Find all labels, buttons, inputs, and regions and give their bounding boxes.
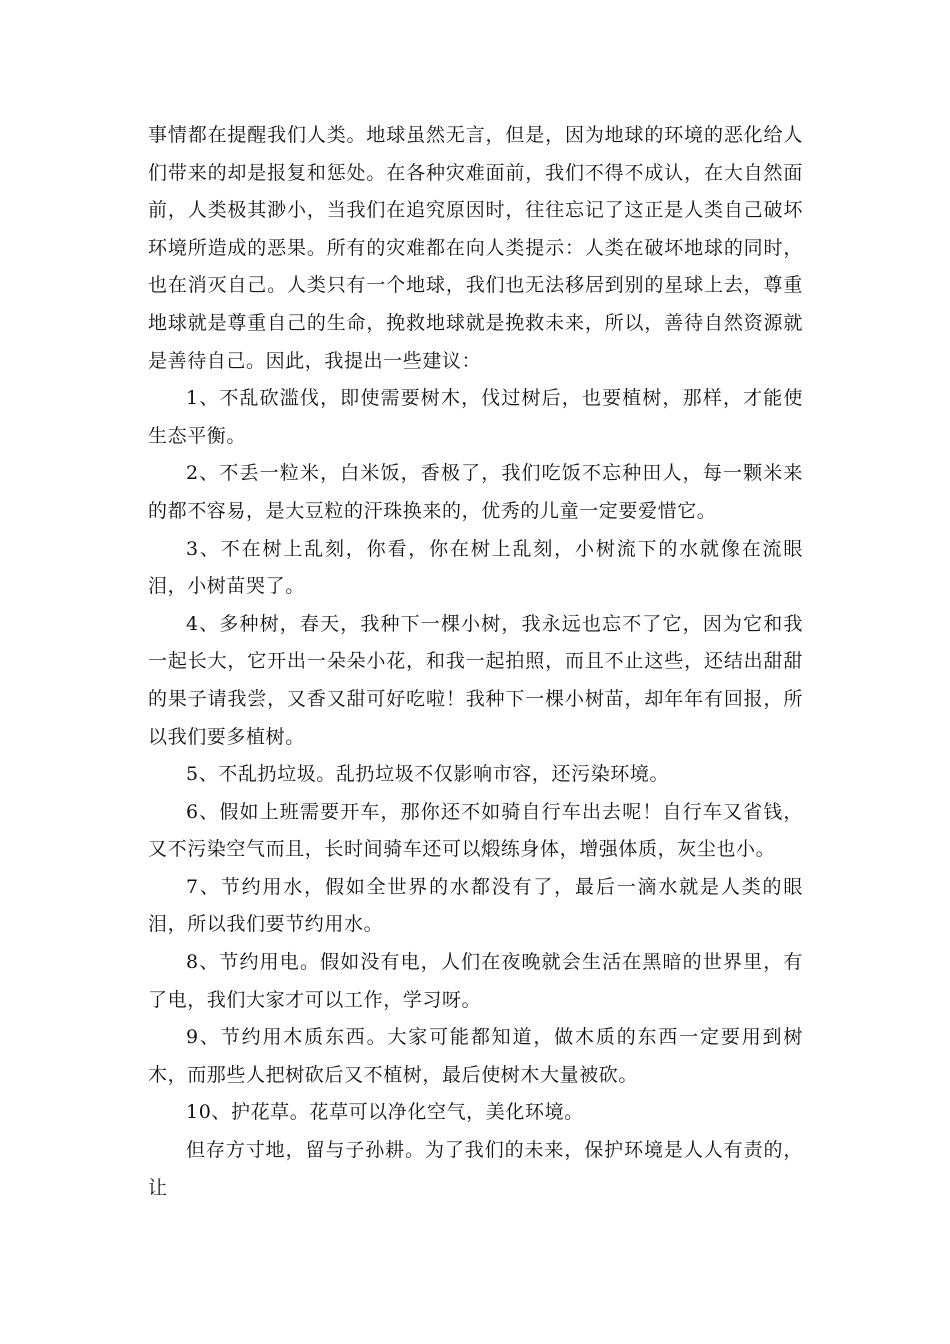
document-body xyxy=(148,117,803,1207)
suggestion-1: 1、不乱砍滥伐，即使需要树木，伐过树后，也要植树，那样，才能使生态平衡。 xyxy=(148,387,803,447)
suggestion-5: 5、不乱扔垃圾。乱扔垃圾不仅影响市容，还污染环境。 xyxy=(186,763,670,786)
suggestion-9: 9、节约用木质东西。大家可能都知道，做木质的东西一定要用到树木，而那些人把树砍后又不植树，最后使树木大量被砍。 xyxy=(148,1026,803,1086)
suggestion-4: 4、多种树，春天，我种下一棵小树，我永远也忘不了它，因为它和我一起长大，它开出一朵朵小花，和我一起拍照，而且不止这些，还结出甜甜的果子请我尝，又香又甜可好吃啦！我种下一棵小树苗，却年年有回报，所以我们要多植树。 xyxy=(148,612,803,748)
suggestion-10: 10、护花草。花草可以净化空气，美化环境。 xyxy=(186,1101,584,1124)
suggestion-3: 3、不在树上乱刻，你看，你在树上乱刻，小树流下的水就像在流眼泪，小树苗哭了。 xyxy=(148,537,803,598)
paragraph-closing: 但存方寸地，留与子孙耕。为了我们的未来，保护环境是人人有责的，让 xyxy=(148,1139,803,1199)
suggestion-7: 7、节约用水，假如全世界的水都没有了，最后一滴水就是人类的眼泪，所以我们要节约用水。 xyxy=(148,875,803,936)
suggestion-6: 6、假如上班需要开车，那你还不如骑自行车出去呢！自行车又省钱，又不污染空气而且，长时间骑车还可以煅练身体，增强体质，灰尘也小。 xyxy=(148,800,803,861)
paragraph-intro: 事情都在提醒我们人类。地球虽然无言，但是，因为地球的环境的恶化给人们带来的却是报复和惩处。在各种灾难面前，我们不得不成认，在大自然面前，人类极其渺小，当我们在追究原因时，往往忘记了这正是人类自己破坏环境所造成的恶果。所有的灾难都在向人类提示：人类在破坏地球的同时，也在消灭自己。人类只有一个地球，我们也无法移居到别的星球上去，尊重地球就是尊重自己的生命，挽救地球就是挽救未来，所以，善待自然资源就是善待自己。因此，我提出一些建议： xyxy=(148,124,803,372)
suggestion-8: 8、节约用电。假如没有电，人们在夜晚就会生活在黑暗的世界里，有了电，我们大家才可以工作，学习呀。 xyxy=(148,951,803,1011)
suggestion-2: 2、不丢一粒米，白米饭，香极了，我们吃饭不忘种田人，每一颗米来的都不容易，是大豆粒的汗珠换来的，优秀的儿童一定要爱惜它。 xyxy=(148,462,803,522)
